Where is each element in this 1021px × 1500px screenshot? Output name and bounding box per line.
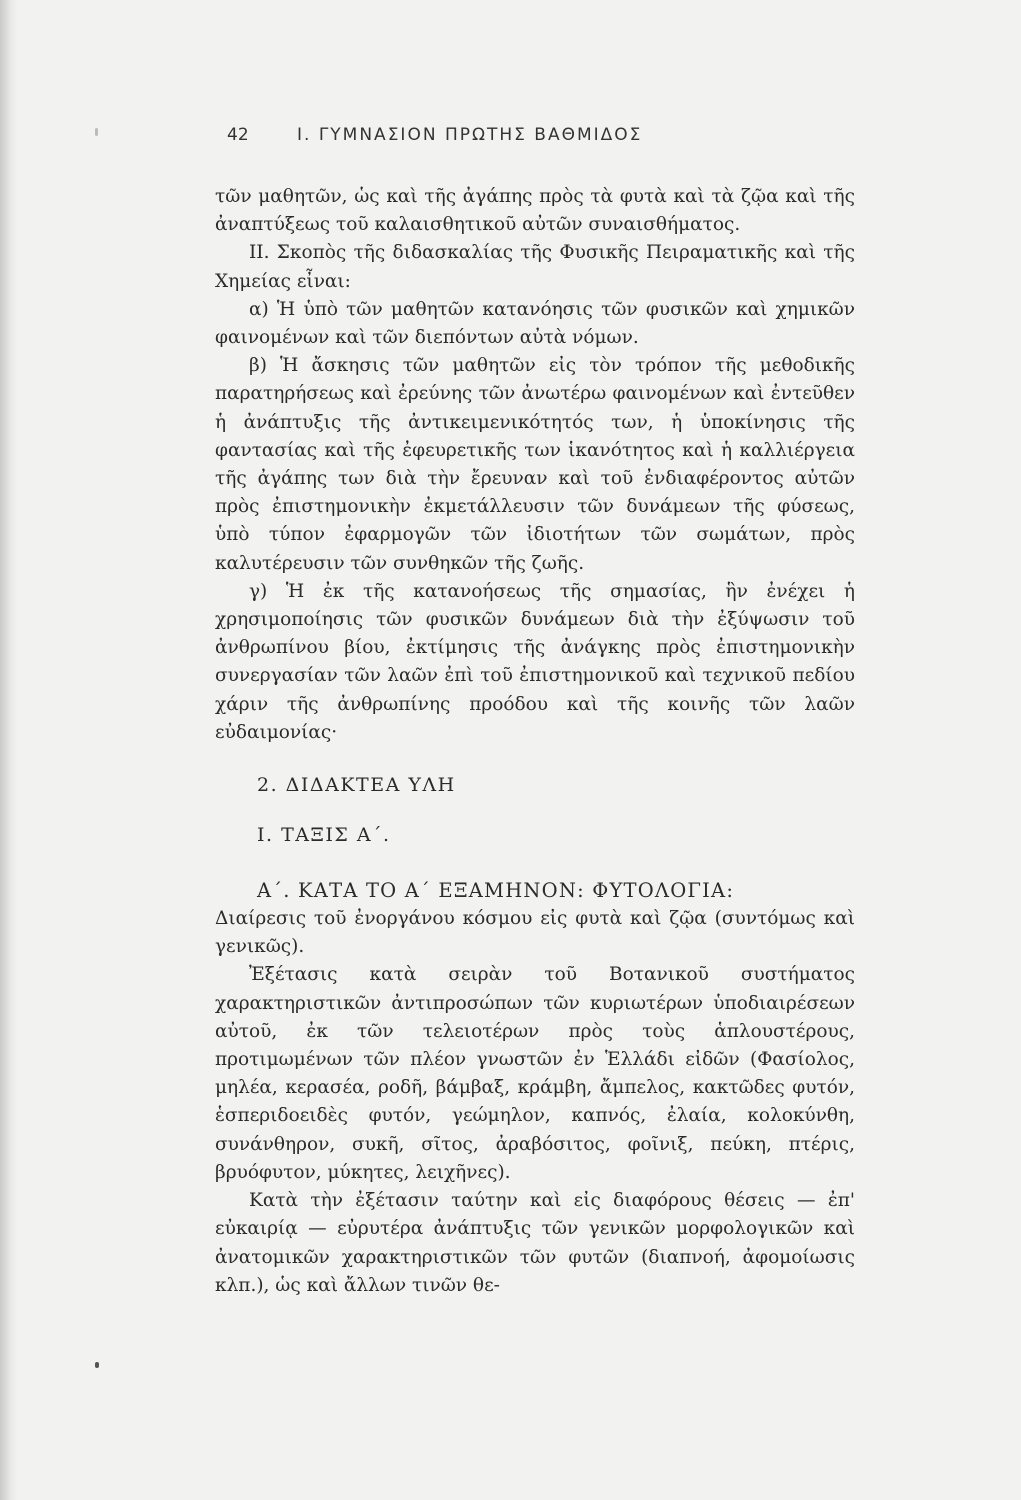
section-paragraph-2: Ἐξέτασις κατὰ σειρὰν τοῦ Βοτανικοῦ συστήματος χαρακτηριστικῶν ἀντιπροσώπων τῶν κυριωτέρων ὑποδιαιρέσεων αὐτοῦ, ἐκ τῶν τελειοτέρων πρὸς τοὺς ἁπλουστέρους, προτιμωμένων τῶν πλέον γνωστῶν ἐν Ἑλλάδι εἰδῶν (Φασίολος, μηλέα, κερασέα, ροδῆ, βάμβαξ, κράμβη, ἄμπελος, κακτῶδες φυτόν, ἑσπεριδοειδὲς φυτόν, γεώμηλον, καπνός, ἐλαία, κολοκύνθη, συνάνθηρον, συκῆ, σῖτος, ἀραβόσιτος, φοῖνιξ, πεύκη, πτέρις, βρυόφυτον, μύκητες, λειχῆνες). (215, 964, 855, 1183)
paragraph-continuation: τῶν μαθητῶν, ὡς καὶ τῆς ἀγάπης πρὸς τὰ φυτὰ καὶ τὰ ζῷα καὶ τῆς ἀναπτύξεως τοῦ καλαισθητικοῦ αὐτῶν συναισθήματος. (215, 186, 855, 236)
list-item-c: γ) Ἡ ἐκ τῆς κατανοήσεως τῆς σημασίας, ἣν ἐνέχει ἡ χρησιμοποίησις τῶν φυσικῶν δυνάμεων διὰ τὴν ἐξύψωσιν τοῦ ἀνθρωπίνου βίου, ἐκτίμησις τῆς ἀνάγκης πρὸς ἐπιστημονικὴν συνεργασίαν τῶν λαῶν ἐπὶ τοῦ ἐπιστημονικοῦ καὶ τεχνικοῦ πεδίου χάριν τῆς ἀνθρωπίνης προόδου καὶ τῆς κοινῆς τῶν λαῶν εὐδαιμονίας· (215, 580, 855, 743)
section-heading: Α΄. ΚΑΤΑ ΤΟ Α΄ ΕΞΑΜΗΝΟΝ: ΦΥΤΟΛΟΓΙΑ: (257, 879, 735, 903)
section-paragraph-3: Κατὰ τὴν ἐξέτασιν ταύτην καὶ εἰς διαφόρους θέσεις — ἐπ' εὐκαιρίᾳ — εὐρυτέρα ἀνάπτυξις τῶν γενικῶν μορφολογικῶν καὶ ἀνατομικῶν χαρακτηριστικῶν τῶν φυτῶν (διαπνοή, ἀφομοίωσις κλπ.), ὡς καὶ ἄλλων τινῶν θε- (215, 1190, 855, 1296)
book-page (215, 125, 855, 1300)
list-item-b: β) Ἡ ἄσκησις τῶν μαθητῶν εἰς τὸν τρόπον τῆς μεθοδικῆς παρατηρήσεως καὶ ἐρεύνης τῶν ἀνωτέρω φαινομένων καὶ ἐντεῦθεν ἡ ἀνάπτυξις τῆς ἀντικειμενικότητός των, ἡ ὑποκίνησις τῆς φαντασίας καὶ τῆς ἐφευρετικῆς των ἱκανότητος καὶ ἡ καλλιέργεια τῆς ἀγάπης των διὰ τὴν ἔρευναν καὶ τοῦ ἐνδιαφέροντος αὐτῶν πρὸς ἐπιστημονικὴν ἐκμετάλλευσιν τῶν δυνάμεων τῆς φύσεως, ὑπὸ τύπον ἐφαρμογῶν τῶν ἰδιοτήτων τῶν σωμάτων, πρὸς καλυτέρευσιν τῶν συνθηκῶν τῆς ζωῆς. (215, 355, 855, 574)
scan-speck (95, 128, 98, 136)
section-paragraph-1: Διαίρεσις τοῦ ἐνοργάνου κόσμου εἰς φυτὰ καὶ ζῷα (συντόμως καὶ γενικῶς). (215, 908, 855, 958)
scan-page-edge (0, 0, 18, 1500)
running-title: Ι. ΓΥΜΝΑΣΙΟΝ ΠΡΩΤΗΣ ΒΑΘΜΙΔΟΣ (297, 125, 643, 145)
paragraph-purpose: ΙΙ. Σκοπὸς τῆς διδασκαλίας τῆς Φυσικῆς Πειραματικῆς καὶ τῆς Χημείας εἶναι: (215, 242, 855, 292)
running-header (215, 125, 855, 145)
heading-didaktea: 2. ΔΙΔΑΚΤΕΑ ΥΛΗ (257, 774, 456, 797)
page-number: 42 (227, 125, 249, 145)
list-item-a: α) Ἡ ὑπὸ τῶν μαθητῶν κατανόησις τῶν φυσικῶν καὶ χημικῶν φαινομένων καὶ τῶν διεπόντων αὐτὰ νόμων. (215, 298, 855, 349)
page-body (215, 183, 855, 1300)
heading-taxis: Ι. ΤΑΞΙΣ Α΄. (257, 824, 391, 847)
scan-speck (95, 1362, 99, 1368)
